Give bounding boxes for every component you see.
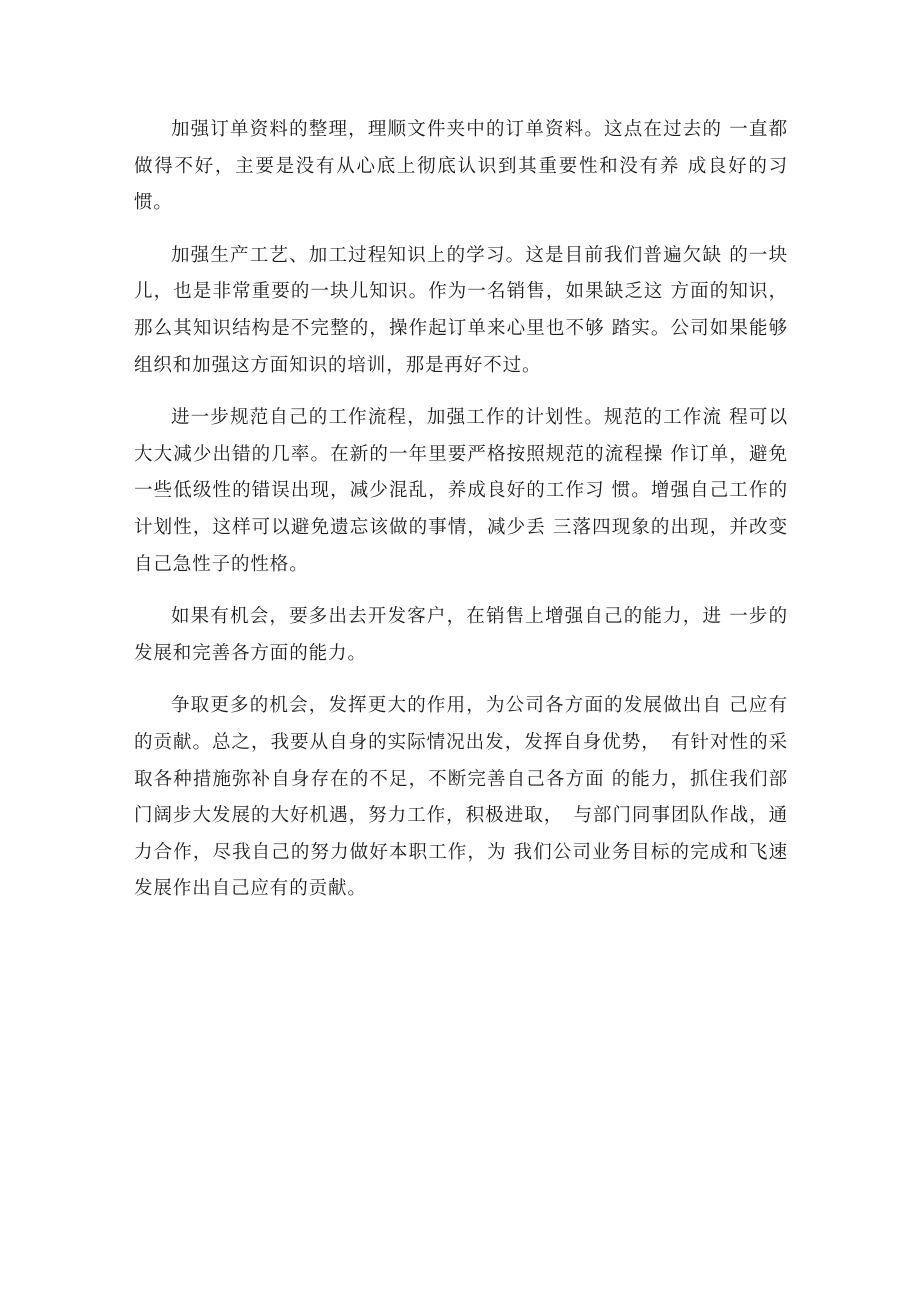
paragraph-production-knowledge: 加强生产工艺、加工过程知识上的学习。这是目前我们普遍欠缺 的一块儿，也是非常重要的一块儿知识。作为一名销售，如果缺乏这 方面的知识，那么其知识结构是不完整的，操作起订单来心里也不够 踏实。公司如果能够组织和加强这方面知识的培训，那是再好不过。 [134, 244, 788, 376]
paragraph-contribution: 争取更多的机会，发挥更大的作用，为公司各方面的发展做出自 己应有的贡献。总之，我要从自身的实际情况出发，发挥自身优势， 有针对性的采取各种措施弥补自身存在的不足，不断完善自己各方面 的能力，抓住我们部门阔步大发展的大好机遇，努力工作，积极进取， 与部门同事团队作战，通力合作，尽我自己的努力做好本职工作，为 我们公司业务目标的完成和飞速发展作出自己应有的贡献。 [134, 695, 788, 900]
paragraph-work-process: 进一步规范自己的工作流程，加强工作的计划性。规范的工作流 程可以大大减少出错的几率。在新的一年里要严格按照规范的流程操 作订单，避免一些低级性的错误出现，减少混乱，养成良好的工作习 惯。增强自己工作的计划性，这样可以避免遗忘该做的事情，减少丢 三落四现象的出现，并改变自己急性子的性格。 [134, 407, 788, 575]
paragraph-order-records: 加强订单资料的整理，理顺文件夹中的订单资料。这点在过去的 一直都做得不好，主要是没有从心底上彻底认识到其重要性和没有养 成良好的习惯。 [134, 119, 788, 214]
document-body [134, 112, 788, 924]
paragraph-customer-development: 如果有机会，要多出去开发客户，在销售上增强自己的能力，进 一步的发展和完善各方面的能力。 [134, 606, 788, 664]
